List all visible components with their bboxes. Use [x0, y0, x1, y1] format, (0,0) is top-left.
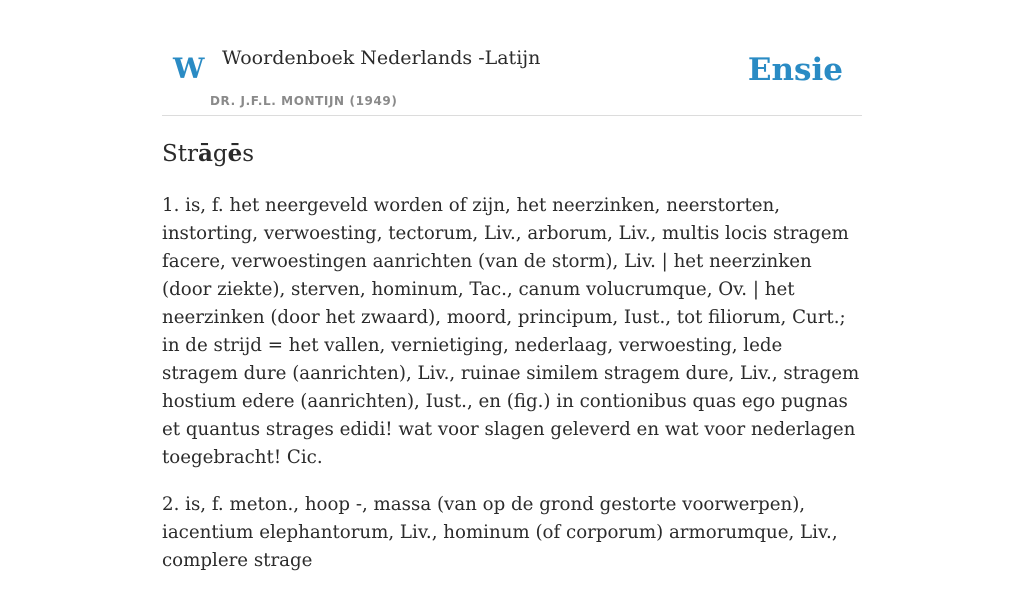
dictionary-header	[162, 0, 862, 116]
dictionary-author: DR. J.F.L. MONTIJN (1949)	[210, 94, 398, 108]
entry-content	[162, 192, 862, 594]
headword-part: s	[242, 141, 255, 167]
dictionary-logo-icon[interactable]: W	[173, 52, 205, 85]
headword	[162, 138, 254, 170]
definition-paragraph: 1. is, f. het neergeveld worden of zijn, het neerzinken, neerstorten, instorting, verwoesting, tectorum, Liv., arborum, Liv., multis locis stragem facere, verwoestingen aanrichten (van de storm), Liv. | het neerzinken (door ziekte), sterven, hominum, Tac., canum volucrumque, Ov. | het neerzinken (door het zwaard), moord, principum, Iust., tot filiorum, Curt.; in de strijd = het vallen, vernietiging, nederlaag, verwoesting, lede stragem dure (aanrichten), Liv., ruinae similem stragem dure, Liv., stragem hostium edere (aanrichten), Iust., en (fig.) in contionibus quas ego pugnas et quantus strages edidi! wat voor slagen geleverd en wat voor nederlagen toegebracht! Cic.	[162, 195, 860, 468]
ensie-logo[interactable]: Ensie	[747, 52, 843, 88]
headword-part: g	[212, 141, 228, 167]
headword-part: Str	[162, 141, 198, 167]
headword-part-long-vowel: ā	[198, 140, 213, 167]
headword-part-long-vowel: ē	[227, 140, 243, 167]
dictionary-title[interactable]: Woordenboek Nederlands -Latijn	[222, 47, 541, 69]
definition-paragraph: 2. is, f. meton., hoop -, massa (van op de grond gestorte voorwerpen), iacentium elephantorum, Liv., hominum (of corporum) armorumque, Liv., complere strage	[162, 494, 838, 571]
